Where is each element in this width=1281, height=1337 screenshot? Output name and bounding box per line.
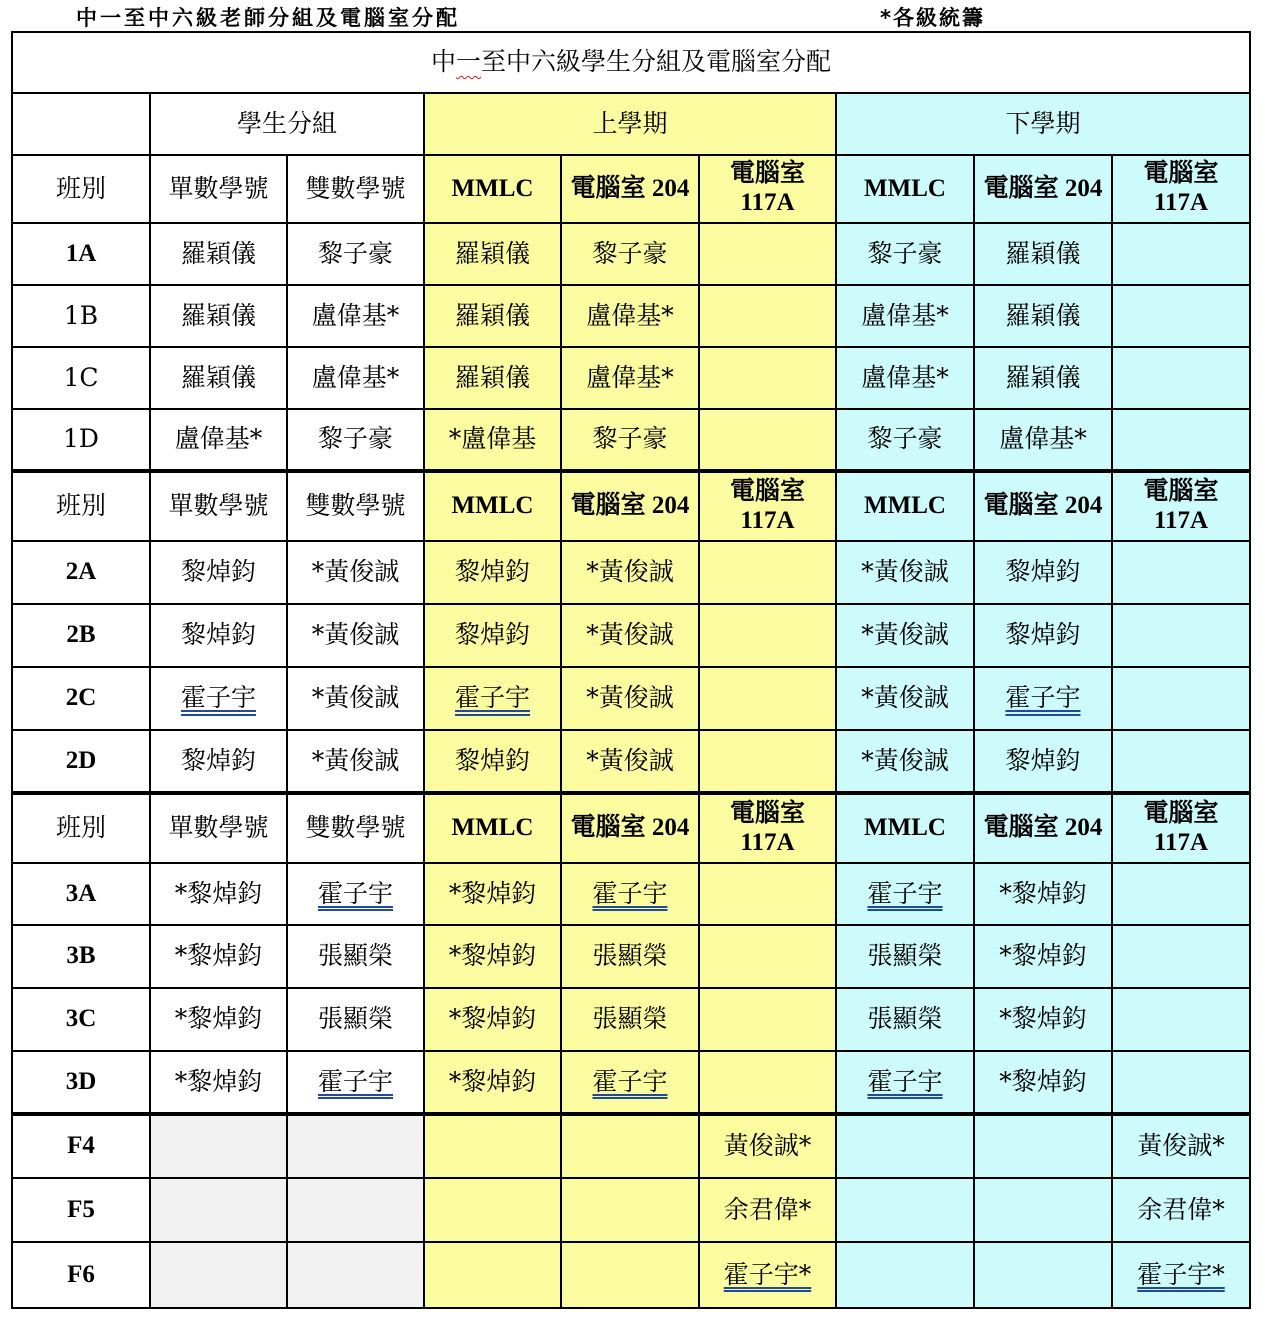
room204-header: 電腦室 204 <box>974 471 1112 541</box>
even-teacher-cell <box>287 1242 424 1308</box>
even-teacher-cell <box>287 1051 424 1114</box>
term1-room117a-cell <box>699 409 836 471</box>
term1-room204-cell: 盧偉基* <box>561 285 699 347</box>
term2-mmlc-cell: 盧偉基* <box>836 347 974 409</box>
term1-room204-cell: 張顯榮 <box>561 988 699 1051</box>
even-teacher-cell: 黎子豪 <box>287 223 424 285</box>
class-cell: 1D <box>12 409 150 471</box>
term2-mmlc-cell: 張顯榮 <box>836 925 974 988</box>
term1-mmlc-cell <box>424 1178 561 1242</box>
term2-room204-cell: *黎焯鈞 <box>974 925 1112 988</box>
odd-teacher-cell: *黎焯鈞 <box>150 863 287 925</box>
class-header: 班別 <box>12 155 150 223</box>
term2-header: 下學期 <box>836 93 1250 155</box>
column-header-row <box>12 155 1250 223</box>
term2-room117a-cell <box>1112 541 1250 604</box>
term2-room117a-cell <box>1112 604 1250 667</box>
teacher-link[interactable]: 霍子宇 <box>592 878 668 908</box>
table-title: 中一至中六級學生分組及電腦室分配 <box>12 32 1250 93</box>
odd-teacher-cell <box>150 1242 287 1308</box>
even-teacher-cell: 黎子豪 <box>287 409 424 471</box>
term2-mmlc-cell: *黃俊誠 <box>836 730 974 793</box>
class-cell: 2B <box>12 604 150 667</box>
term2-room117a-cell <box>1112 285 1250 347</box>
even-teacher-cell: *黃俊誠 <box>287 730 424 793</box>
term2-room204-cell: *黎焯鈞 <box>974 863 1112 925</box>
term2-mmlc-cell: 黎子豪 <box>836 409 974 471</box>
even-teacher-cell: 盧偉基* <box>287 347 424 409</box>
odd-teacher-cell: *黎焯鈞 <box>150 1051 287 1114</box>
table-row <box>12 667 1250 730</box>
term1-room204-cell: *黃俊誠 <box>561 730 699 793</box>
allocation-table <box>11 31 1251 1309</box>
class-cell: F5 <box>12 1178 150 1242</box>
table-row <box>12 863 1250 925</box>
odd-number-header: 單數學號 <box>150 471 287 541</box>
term2-room204-cell: 盧偉基* <box>974 409 1112 471</box>
group-header-row <box>12 93 1250 155</box>
even-number-header: 雙數學號 <box>287 793 424 863</box>
term1-room204-cell <box>561 1051 699 1114</box>
term2-room117a-cell <box>1112 925 1250 988</box>
room204-header: 電腦室 204 <box>974 793 1112 863</box>
term1-mmlc-cell: *黎焯鈞 <box>424 1051 561 1114</box>
title-row <box>12 32 1250 93</box>
even-teacher-cell: 張顯榮 <box>287 988 424 1051</box>
odd-teacher-cell <box>150 1114 287 1178</box>
term1-room204-cell: *黃俊誠 <box>561 667 699 730</box>
term2-room204-cell: *黎焯鈞 <box>974 988 1112 1051</box>
class-cell: F6 <box>12 1242 150 1308</box>
class-cell: 3C <box>12 988 150 1051</box>
term2-room117a-cell <box>1112 730 1250 793</box>
odd-number-header: 單數學號 <box>150 793 287 863</box>
mmlc-header: MMLC <box>836 471 974 541</box>
term2-mmlc-cell <box>836 1051 974 1114</box>
student-group-header: 學生分組 <box>150 93 424 155</box>
odd-teacher-cell: 羅穎儀 <box>150 223 287 285</box>
mmlc-header: MMLC <box>836 793 974 863</box>
term2-room204-cell <box>974 1242 1112 1308</box>
even-teacher-cell: 盧偉基* <box>287 285 424 347</box>
class-header: 班別 <box>12 793 150 863</box>
coordinator-note: *各級統籌 <box>880 6 985 30</box>
class-cell: 2A <box>12 541 150 604</box>
room117a-header: 電腦室 117A <box>1112 471 1250 541</box>
empty-corner-cell <box>12 93 150 155</box>
mmlc-header: MMLC <box>424 471 561 541</box>
term2-room117a-cell: 黃俊誠* <box>1112 1114 1250 1178</box>
odd-teacher-cell: 黎焯鈞 <box>150 541 287 604</box>
term1-mmlc-cell: 羅穎儀 <box>424 223 561 285</box>
teacher-link[interactable]: 霍子宇 <box>317 1066 393 1096</box>
term1-mmlc-cell: *盧偉基 <box>424 409 561 471</box>
odd-teacher-cell <box>150 667 287 730</box>
term2-mmlc-cell <box>836 1178 974 1242</box>
even-teacher-cell: *黃俊誠 <box>287 667 424 730</box>
term1-mmlc-cell: *黎焯鈞 <box>424 988 561 1051</box>
term1-mmlc-cell: *黎焯鈞 <box>424 863 561 925</box>
term1-mmlc-cell <box>424 1242 561 1308</box>
term1-room204-cell <box>561 1114 699 1178</box>
room117a-header: 電腦室 117A <box>699 471 836 541</box>
term1-room204-cell <box>561 1178 699 1242</box>
teacher-link[interactable]: 霍子宇 <box>867 1066 943 1096</box>
term1-room204-cell: *黃俊誠 <box>561 604 699 667</box>
table-row <box>12 1114 1250 1178</box>
class-cell: F4 <box>12 1114 150 1178</box>
term1-mmlc-cell: 黎焯鈞 <box>424 541 561 604</box>
table-row <box>12 730 1250 793</box>
term2-room117a-cell <box>1112 667 1250 730</box>
class-header: 班別 <box>12 471 150 541</box>
term1-mmlc-cell: 羅穎儀 <box>424 285 561 347</box>
term1-room117a-cell <box>699 604 836 667</box>
term2-room204-cell: *黎焯鈞 <box>974 1051 1112 1114</box>
term2-mmlc-cell: *黃俊誠 <box>836 541 974 604</box>
term2-mmlc-cell: *黃俊誠 <box>836 604 974 667</box>
table-row <box>12 1051 1250 1114</box>
class-cell: 2C <box>12 667 150 730</box>
teacher-link[interactable]: 霍子宇 <box>867 878 943 908</box>
odd-teacher-cell: 黎焯鈞 <box>150 730 287 793</box>
even-number-header: 雙數學號 <box>287 155 424 223</box>
term2-room204-cell: 黎焯鈞 <box>974 604 1112 667</box>
term2-room117a-cell <box>1112 347 1250 409</box>
term2-room117a-cell <box>1112 1242 1250 1308</box>
term1-room117a-cell <box>699 285 836 347</box>
teacher-link[interactable]: 霍子宇 <box>454 683 530 713</box>
odd-teacher-cell: 羅穎儀 <box>150 347 287 409</box>
odd-teacher-cell: *黎焯鈞 <box>150 925 287 988</box>
class-cell: 1A <box>12 223 150 285</box>
even-number-header: 雙數學號 <box>287 471 424 541</box>
term2-room117a-cell <box>1112 863 1250 925</box>
document-title: 中一至中六級老師分組及電腦室分配 <box>76 6 460 30</box>
term1-room117a-cell <box>699 347 836 409</box>
table-row <box>12 988 1250 1051</box>
term2-room117a-cell <box>1112 409 1250 471</box>
table-row <box>12 223 1250 285</box>
term1-room204-cell: 張顯榮 <box>561 925 699 988</box>
term1-room204-cell <box>561 863 699 925</box>
table-row <box>12 604 1250 667</box>
term2-room204-cell <box>974 667 1112 730</box>
class-cell: 3B <box>12 925 150 988</box>
table-row <box>12 409 1250 471</box>
teacher-link[interactable]: 霍子宇 <box>317 878 393 908</box>
table-row <box>12 1242 1250 1308</box>
term1-room204-cell <box>561 1242 699 1308</box>
term1-mmlc-cell: 羅穎儀 <box>424 347 561 409</box>
term2-mmlc-cell: 黎子豪 <box>836 223 974 285</box>
even-teacher-cell <box>287 863 424 925</box>
column-header-row <box>12 471 1250 541</box>
term2-room204-cell: 黎焯鈞 <box>974 541 1112 604</box>
even-teacher-cell: *黃俊誠 <box>287 541 424 604</box>
table-row <box>12 285 1250 347</box>
room204-header: 電腦室 204 <box>561 793 699 863</box>
room117a-header: 電腦室 117A <box>1112 155 1250 223</box>
term2-room117a-cell <box>1112 988 1250 1051</box>
term1-mmlc-cell: 黎焯鈞 <box>424 604 561 667</box>
class-cell: 1C <box>12 347 150 409</box>
term2-room117a-cell: 余君偉* <box>1112 1178 1250 1242</box>
table-row <box>12 347 1250 409</box>
class-cell: 3A <box>12 863 150 925</box>
term1-room117a-cell: 余君偉* <box>699 1178 836 1242</box>
table-row <box>12 925 1250 988</box>
term1-room117a-cell <box>699 541 836 604</box>
teacher-link[interactable]: 霍子宇 <box>180 683 256 713</box>
term1-room117a-cell <box>699 667 836 730</box>
column-header-row <box>12 793 1250 863</box>
term1-mmlc-cell: *黎焯鈞 <box>424 925 561 988</box>
term2-room204-cell: 羅穎儀 <box>974 347 1112 409</box>
term1-room204-cell: 黎子豪 <box>561 409 699 471</box>
term1-room204-cell: 盧偉基* <box>561 347 699 409</box>
room117a-header: 電腦室 117A <box>699 793 836 863</box>
term1-header: 上學期 <box>424 93 836 155</box>
term2-room204-cell: 羅穎儀 <box>974 223 1112 285</box>
class-cell: 2D <box>12 730 150 793</box>
term1-room204-cell: *黃俊誠 <box>561 541 699 604</box>
odd-teacher-cell: *黎焯鈞 <box>150 988 287 1051</box>
term2-room117a-cell <box>1112 223 1250 285</box>
term2-mmlc-cell <box>836 863 974 925</box>
room117a-header: 電腦室 117A <box>1112 793 1250 863</box>
room204-header: 電腦室 204 <box>561 471 699 541</box>
term1-mmlc-cell: 黎焯鈞 <box>424 730 561 793</box>
odd-teacher-cell: 黎焯鈞 <box>150 604 287 667</box>
term1-room117a-cell <box>699 988 836 1051</box>
term2-mmlc-cell: *黃俊誠 <box>836 667 974 730</box>
term1-room117a-cell <box>699 863 836 925</box>
term1-mmlc-cell <box>424 1114 561 1178</box>
room204-header: 電腦室 204 <box>974 155 1112 223</box>
term1-room117a-cell: 黃俊誠* <box>699 1114 836 1178</box>
table-row <box>12 541 1250 604</box>
term2-room204-cell: 羅穎儀 <box>974 285 1112 347</box>
teacher-link[interactable]: 霍子宇 <box>1005 683 1081 713</box>
class-cell: 1B <box>12 285 150 347</box>
class-cell: 3D <box>12 1051 150 1114</box>
spellcheck-mark: 一 <box>455 47 481 77</box>
term1-room204-cell: 黎子豪 <box>561 223 699 285</box>
term2-room204-cell: 黎焯鈞 <box>974 730 1112 793</box>
teacher-link[interactable]: 霍子宇* <box>723 1259 812 1289</box>
even-teacher-cell <box>287 1114 424 1178</box>
term1-room117a-cell <box>699 925 836 988</box>
odd-number-header: 單數學號 <box>150 155 287 223</box>
term2-room117a-cell <box>1112 1051 1250 1114</box>
term1-mmlc-cell <box>424 667 561 730</box>
odd-teacher-cell: 盧偉基* <box>150 409 287 471</box>
term2-room204-cell <box>974 1178 1112 1242</box>
even-teacher-cell: *黃俊誠 <box>287 604 424 667</box>
teacher-link[interactable]: 霍子宇* <box>1137 1259 1225 1289</box>
teacher-link[interactable]: 霍子宇 <box>592 1066 668 1096</box>
mmlc-header: MMLC <box>424 793 561 863</box>
room117a-header: 電腦室 117A <box>699 155 836 223</box>
term2-mmlc-cell <box>836 1114 974 1178</box>
term2-mmlc-cell: 盧偉基* <box>836 285 974 347</box>
even-teacher-cell: 張顯榮 <box>287 925 424 988</box>
odd-teacher-cell <box>150 1178 287 1242</box>
odd-teacher-cell: 羅穎儀 <box>150 285 287 347</box>
term1-room117a-cell <box>699 1242 836 1308</box>
term2-mmlc-cell <box>836 1242 974 1308</box>
table-row <box>12 1178 1250 1242</box>
term1-room117a-cell <box>699 223 836 285</box>
even-teacher-cell <box>287 1178 424 1242</box>
room204-header: 電腦室 204 <box>561 155 699 223</box>
term2-room204-cell <box>974 1114 1112 1178</box>
term1-room117a-cell <box>699 1051 836 1114</box>
term2-mmlc-cell: 張顯榮 <box>836 988 974 1051</box>
term1-room117a-cell <box>699 730 836 793</box>
mmlc-header: MMLC <box>424 155 561 223</box>
mmlc-header: MMLC <box>836 155 974 223</box>
